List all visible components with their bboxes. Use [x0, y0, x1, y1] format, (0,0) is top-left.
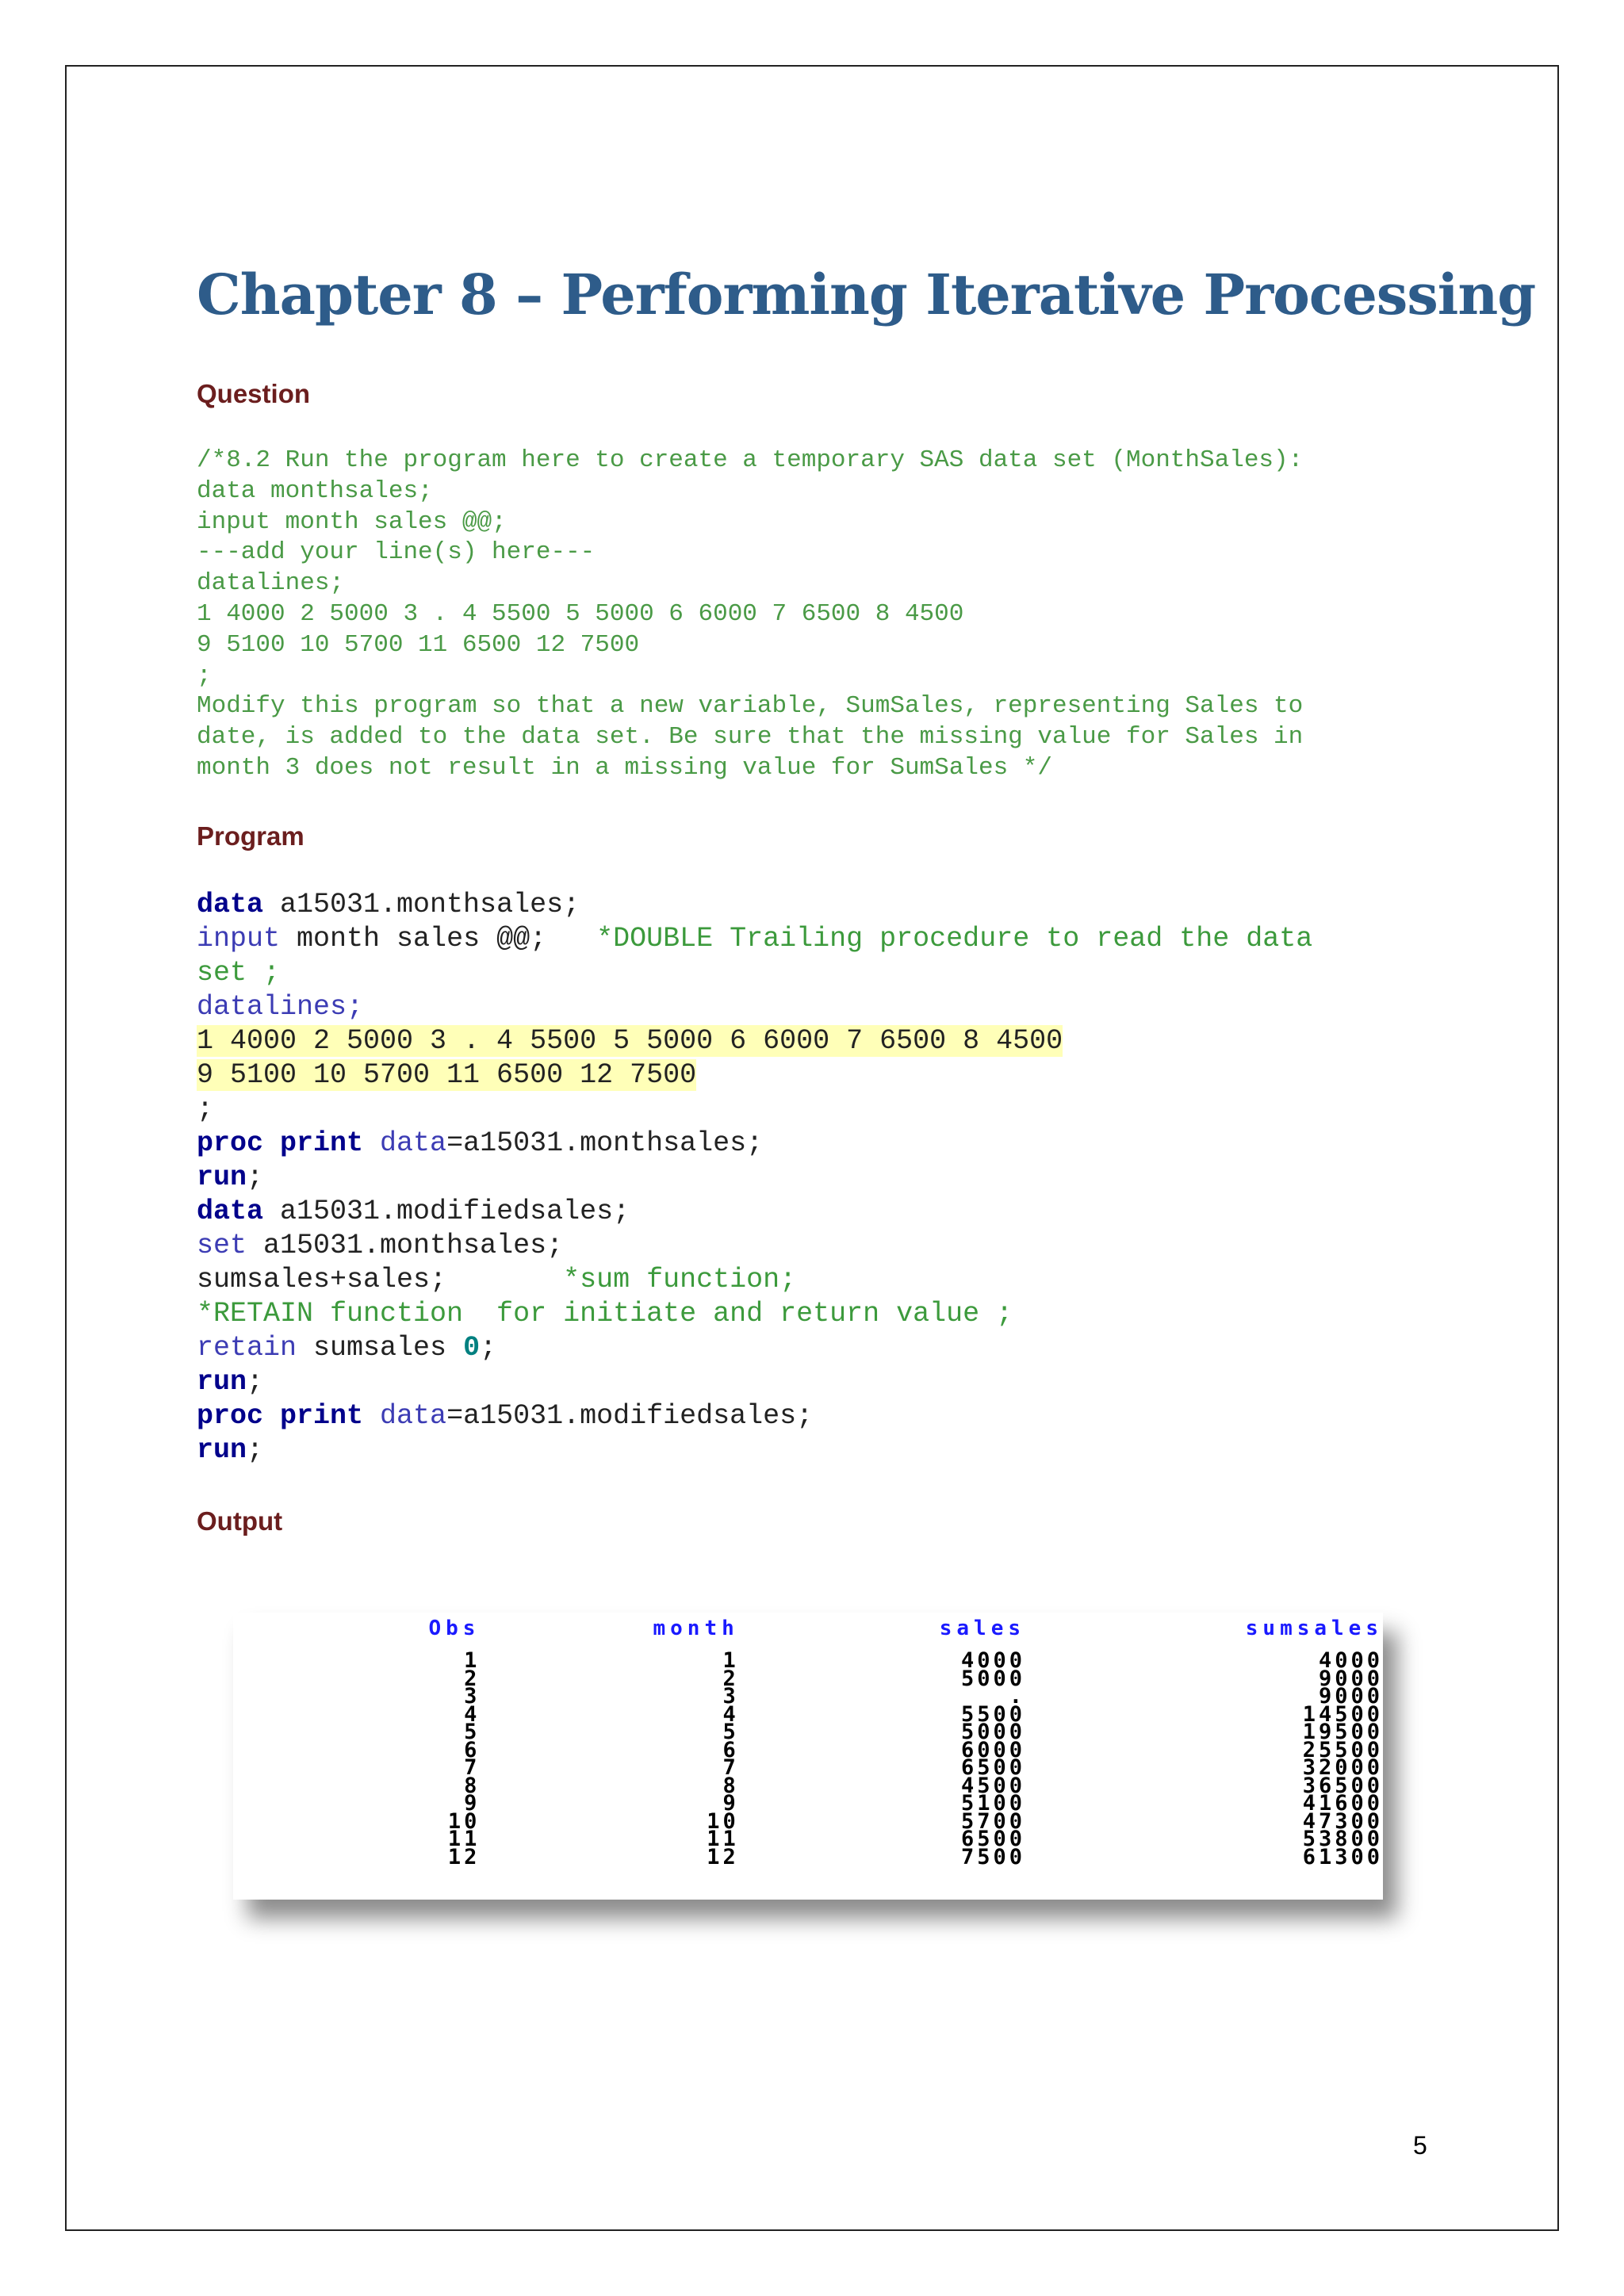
table-row — [233, 1777, 1383, 1796]
table-cell: 5700 — [961, 1808, 1026, 1834]
table-row — [233, 1759, 1383, 1777]
table-cell: 61300 — [1302, 1844, 1383, 1869]
code-line: data a15031.monthsales; — [197, 889, 580, 920]
code-line — [197, 1058, 1450, 1093]
table-row — [233, 1742, 1383, 1760]
table-cell: 4500 — [961, 1773, 1026, 1798]
table-cell: 53800 — [1302, 1827, 1383, 1851]
question-line: ---add your line(s) here--- — [197, 538, 596, 567]
table-cell: 7 — [464, 1755, 481, 1780]
table-cell: 7500 — [961, 1844, 1026, 1869]
question-line: data monthsales; — [197, 476, 433, 505]
table-cell: 5000 — [961, 1666, 1026, 1691]
code-line: retain sumsales 0; — [197, 1332, 497, 1364]
table-row — [233, 1831, 1383, 1849]
page-number: 5 — [1413, 2131, 1427, 2160]
table-cell: 9 — [464, 1791, 481, 1816]
table-cell: 11 — [707, 1827, 739, 1851]
table-cell: 10 — [707, 1808, 739, 1834]
table-cell: 3 — [464, 1684, 481, 1709]
table-cell: 36500 — [1302, 1773, 1383, 1798]
table-cell: 4000 — [961, 1648, 1026, 1673]
table-cell: 5000 — [961, 1720, 1026, 1744]
table-cell: 47300 — [1302, 1808, 1383, 1834]
table-cell: 14500 — [1302, 1701, 1383, 1727]
table-row — [233, 1670, 1383, 1689]
code-line: proc print data=a15031.monthsales; — [197, 1127, 764, 1159]
question-text — [197, 446, 1450, 784]
question-line: datalines; — [197, 569, 345, 598]
table-cell: 3 — [722, 1684, 739, 1709]
code-line: sumsales+sales; *sum function; — [197, 1264, 797, 1295]
table-cell: 10 — [447, 1808, 481, 1834]
table-row — [233, 1813, 1383, 1831]
question-line: /*8.2 Run the program here to create a temporary SAS data set (MonthSales): — [197, 446, 1304, 474]
table-cell: 2 — [722, 1666, 739, 1691]
program-heading: Program — [197, 821, 304, 851]
question-line: ; — [197, 661, 212, 690]
table-cell: 7 — [722, 1755, 739, 1780]
output-table — [233, 1613, 1383, 1869]
table-cell: 1 — [464, 1648, 481, 1673]
table-cell: 2 — [464, 1666, 481, 1691]
table-cell: 8 — [464, 1773, 481, 1798]
col-header-obs: Obs — [428, 1617, 481, 1640]
chapter-title: Chapter 8 – Performing Iterative Processing — [197, 262, 1536, 327]
code-line: *RETAIN function for initiate and return value ; — [197, 1298, 1013, 1330]
table-cell: 12 — [447, 1844, 481, 1869]
table-cell: 5500 — [961, 1701, 1026, 1727]
output-header-row — [233, 1613, 1383, 1644]
table-cell: 41600 — [1302, 1791, 1383, 1816]
table-cell: 6500 — [961, 1827, 1026, 1851]
table-cell: 12 — [707, 1844, 739, 1869]
table-cell: 6 — [464, 1737, 481, 1762]
table-cell: 6500 — [961, 1755, 1026, 1780]
code-line: run; — [197, 1161, 264, 1193]
col-header-sumsales: sumsales — [1245, 1617, 1383, 1640]
table-row — [233, 1724, 1383, 1742]
table-row — [233, 1795, 1383, 1813]
table-cell: 5100 — [961, 1791, 1026, 1816]
table-cell: 11 — [447, 1827, 481, 1851]
code-line — [197, 1024, 1450, 1058]
col-header-month: month — [653, 1617, 739, 1640]
highlighted-datalines: 9 5100 10 5700 11 6500 12 7500 — [197, 1059, 697, 1091]
table-cell: 5 — [464, 1720, 481, 1744]
code-line: ; — [197, 1093, 214, 1125]
question-line: 1 4000 2 5000 3 . 4 5500 5 5000 6 6000 7 6500 8 4500 — [197, 599, 964, 628]
col-header-sales: sales — [939, 1617, 1026, 1640]
code-line: input month sales @@; *DOUBLE Trailing procedure to read the data — [197, 923, 1313, 955]
code-line: datalines; — [197, 991, 364, 1023]
code-line: set ; — [197, 957, 281, 989]
table-cell: . — [1009, 1684, 1026, 1709]
table-row — [233, 1849, 1383, 1867]
table-cell: 4000 — [1318, 1648, 1383, 1673]
table-cell: 8 — [722, 1773, 739, 1798]
question-line: input month sales @@; — [197, 507, 507, 536]
table-cell: 19500 — [1302, 1720, 1383, 1744]
question-line: Modify this program so that a new variable, SumSales, representing Sales to — [197, 692, 1304, 721]
table-cell: 6 — [722, 1737, 739, 1762]
table-cell: 25500 — [1302, 1737, 1383, 1762]
table-cell: 9000 — [1318, 1684, 1383, 1709]
question-line: 9 5100 10 5700 11 6500 12 7500 — [197, 630, 640, 659]
code-line: set a15031.monthsales; — [197, 1230, 564, 1261]
table-cell: 4 — [722, 1701, 739, 1727]
table-cell: 5 — [722, 1720, 739, 1744]
table-row — [233, 1688, 1383, 1706]
output-heading: Output — [197, 1506, 283, 1536]
program-code — [197, 888, 1450, 1468]
highlighted-datalines: 1 4000 2 5000 3 . 4 5500 5 5000 6 6000 7 6500 8 4500 — [197, 1025, 1063, 1057]
table-cell: 4 — [464, 1701, 481, 1727]
question-heading: Question — [197, 379, 311, 408]
question-line: month 3 does not result in a missing value for SumSales */ — [197, 753, 1052, 782]
table-cell: 9 — [722, 1791, 739, 1816]
code-line: data a15031.modifiedsales; — [197, 1196, 630, 1227]
table-cell: 1 — [722, 1648, 739, 1673]
question-line: date, is added to the data set. Be sure that the missing value for Sales in — [197, 723, 1304, 752]
code-line: run; — [197, 1434, 264, 1466]
table-cell: 9000 — [1318, 1666, 1383, 1691]
table-row — [233, 1706, 1383, 1724]
code-line: run; — [197, 1366, 264, 1398]
output-screenshot — [233, 1613, 1383, 1900]
table-cell: 6000 — [961, 1737, 1026, 1762]
table-row — [233, 1652, 1383, 1670]
code-line: proc print data=a15031.modifiedsales; — [197, 1400, 814, 1432]
table-cell: 32000 — [1302, 1755, 1383, 1780]
